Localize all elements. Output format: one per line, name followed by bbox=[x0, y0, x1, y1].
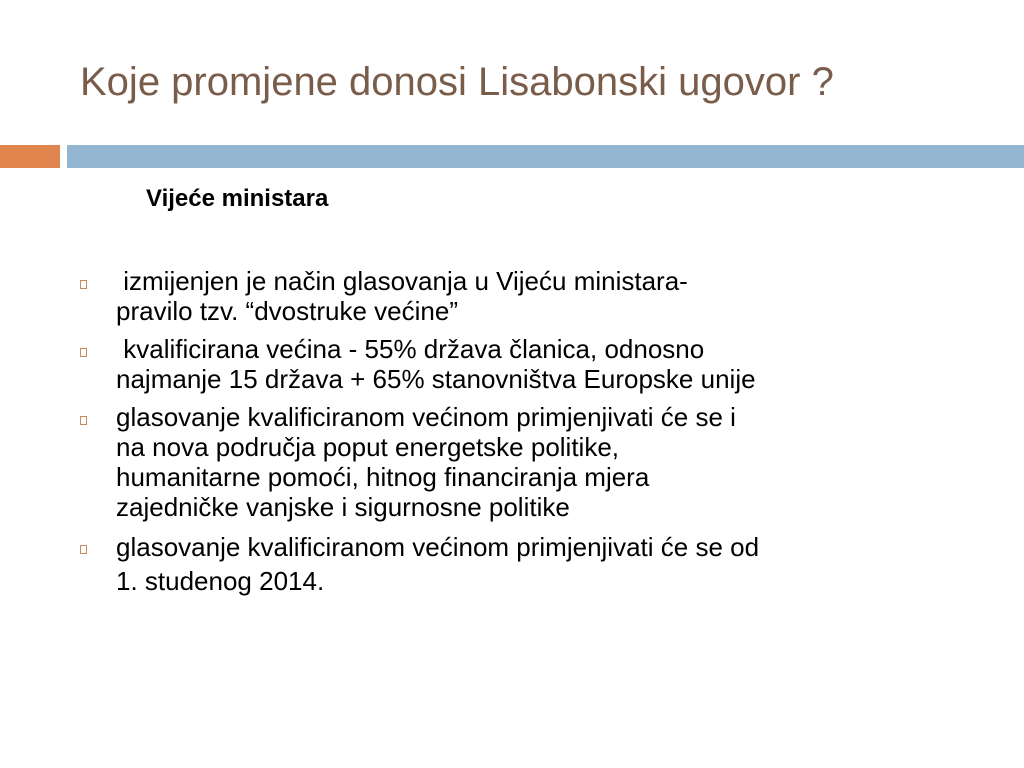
accent-bar-blue bbox=[67, 145, 1024, 168]
square-bullet-icon bbox=[80, 348, 87, 357]
bullet-item bbox=[80, 334, 980, 394]
square-bullet-icon bbox=[80, 416, 87, 425]
slide-title: Koje promjene donosi Lisabonski ugovor ? bbox=[80, 60, 834, 104]
accent-bar-orange bbox=[0, 145, 60, 168]
bullet-text: izmijenjen je način glasovanja u Vijeću ministara- pravilo tzv. “dvostruke većine” bbox=[116, 266, 688, 326]
bullet-item bbox=[80, 530, 980, 598]
bullet-text: glasovanje kvalificiranom većinom primjenjivati će se i na nova područja poput energetske politike, humanitarne pomoći, hitnog financiranja mjera zajedničke vanjske i sigurnosne politike bbox=[116, 402, 736, 522]
square-bullet-icon bbox=[80, 280, 87, 289]
bullet-text: kvalificirana većina - 55% država članica, odnosno najmanje 15 država + 65% stanovništva Europske unije bbox=[116, 334, 756, 394]
bullet-item bbox=[80, 266, 980, 326]
bullet-list bbox=[80, 266, 980, 606]
square-bullet-icon bbox=[80, 545, 87, 554]
slide-subtitle: Vijeće ministara bbox=[146, 185, 329, 212]
bullet-text: glasovanje kvalificiranom većinom primjenjivati će se od 1. studenog 2014. bbox=[116, 532, 760, 596]
bullet-item bbox=[80, 402, 980, 522]
